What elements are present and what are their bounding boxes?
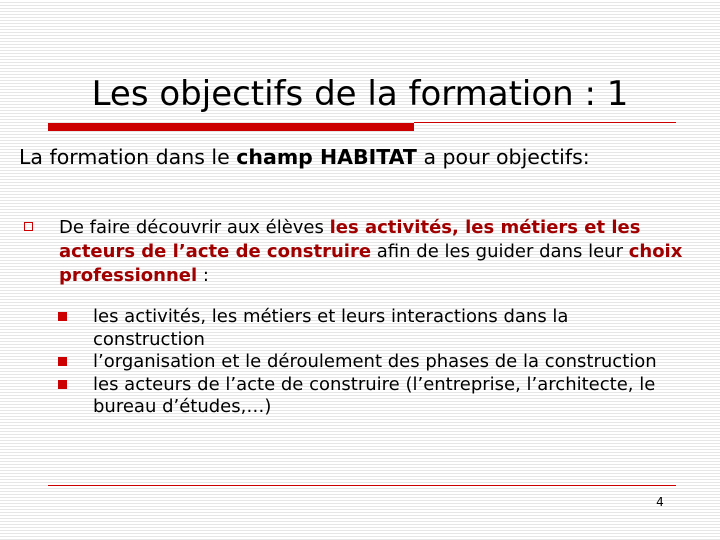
filled-square-bullet-icon [58,312,67,321]
sub-bullet-item [58,306,678,351]
sub-bullet-text: l’organisation et le déroulement des phases de la construction [93,351,657,372]
filled-square-bullet-icon [58,380,67,389]
title-underline-thick [48,123,414,131]
hollow-square-bullet-icon [24,222,33,231]
main-bullet [24,216,704,288]
slide-title: Les objectifs de la formation : 1 [91,74,629,114]
intro-text-after: a pour objectifs: [416,145,590,169]
sub-bullet-text: les activités, les métiers et leurs interactions dans la construction [93,306,569,350]
title-underline-thin [414,122,676,123]
main-bullet-emphasis-activities: les activités, les métiers et les acteurs de l’acte de construire [59,217,641,262]
intro-text-before: La formation dans le [19,145,237,169]
main-bullet-emphasis-choice: choix professionnel [59,241,683,286]
sub-bullet-text: les acteurs de l’acte de construire (l’entreprise, l’architecte, le bureau d’études,…) [93,373,656,417]
sub-bullet-item [58,374,678,419]
filled-square-bullet-icon [58,357,67,366]
main-bullet-after: : [197,265,209,286]
page-number: 4 [656,495,664,509]
main-bullet-before: De faire découvrir aux élèves [59,217,330,238]
main-bullet-middle: afin de les guider dans leur [371,241,629,262]
intro-line [19,142,590,172]
sub-bullet-list [58,306,678,419]
footer-divider [48,485,676,486]
main-bullet-text [59,216,707,288]
sub-bullet-item [58,351,678,374]
intro-emphasis: champ HABITAT [236,145,417,169]
